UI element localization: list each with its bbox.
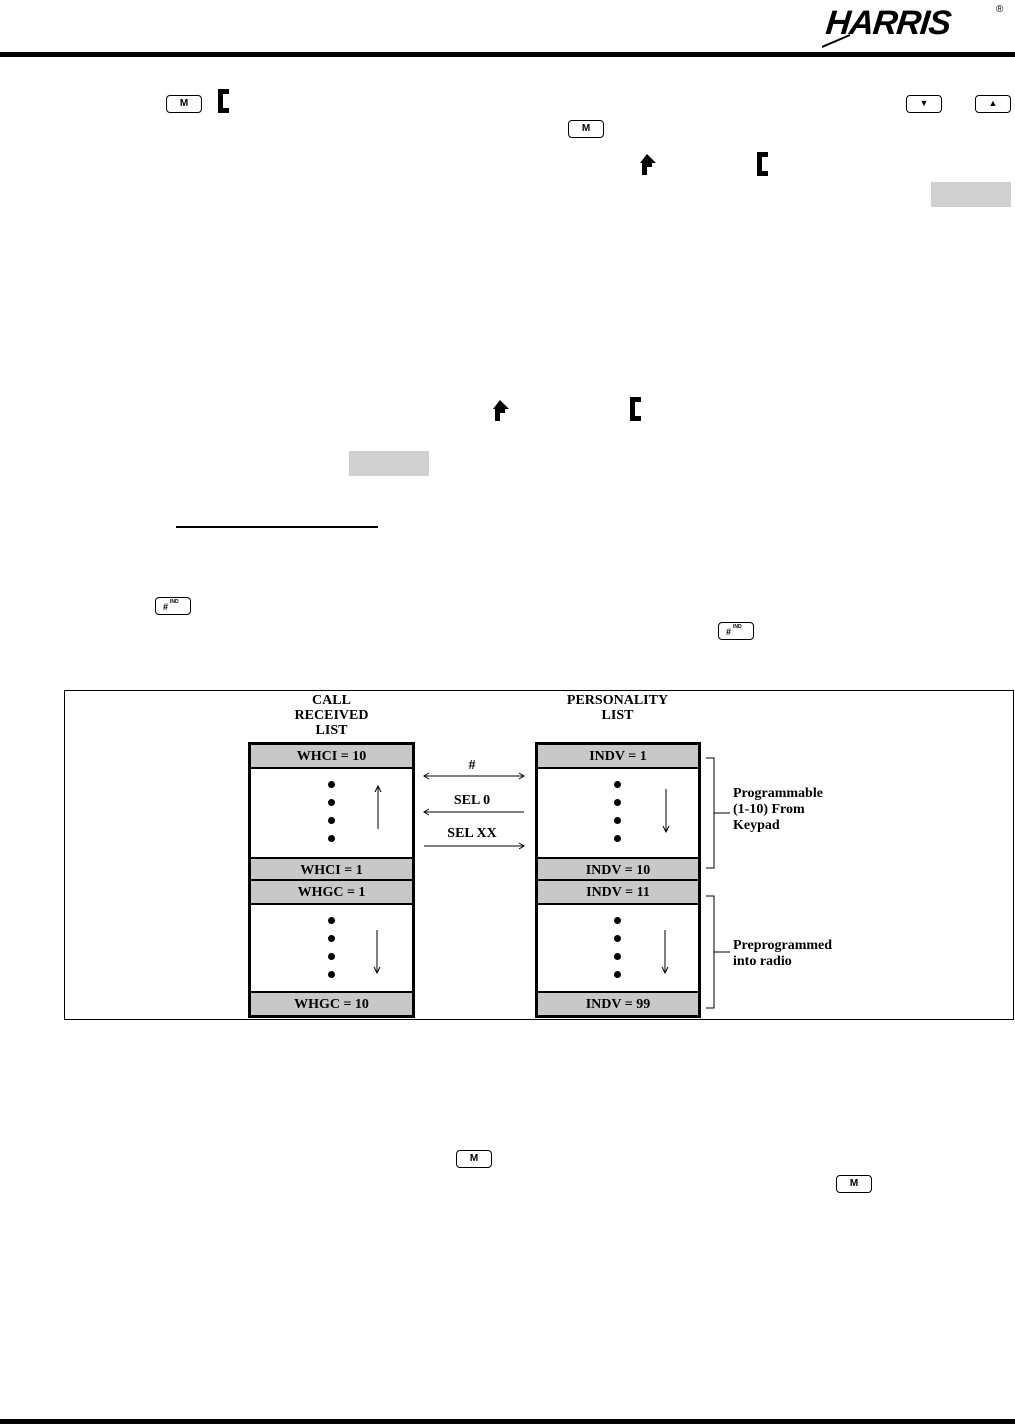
- ellipsis-dot: [614, 953, 621, 960]
- display-up-arrow-icon: [491, 395, 511, 423]
- heading-underline: [176, 526, 378, 528]
- down-arrow-icon: [662, 787, 670, 833]
- display-c-icon: [216, 87, 232, 115]
- display-c-icon: [628, 395, 644, 423]
- ellipsis-dot: [328, 935, 335, 942]
- ellipsis-dot: [328, 799, 335, 806]
- left-arrow-icon: [422, 807, 526, 817]
- list-row: INDV = 11: [538, 881, 698, 905]
- menu-key-icon: M: [836, 1175, 872, 1193]
- ellipsis-dot: [328, 835, 335, 842]
- list-row: WHCI = 1: [251, 857, 412, 881]
- double-arrow-icon: [422, 771, 526, 781]
- ellipsis-dot: [328, 781, 335, 788]
- down-arrow-icon: [661, 928, 669, 974]
- footer-rule: [0, 1419, 1015, 1424]
- ellipsis-dot: [328, 953, 335, 960]
- programmable-label: Programmable (1-10) From Keypad: [733, 786, 823, 833]
- preprogrammed-label: Preprogrammed into radio: [733, 938, 833, 969]
- list-row: INDV = 10: [538, 857, 698, 881]
- menu-key-icon: M: [166, 95, 202, 113]
- ellipsis-dot: [614, 835, 621, 842]
- header-rule: [0, 52, 1015, 57]
- ellipsis-dot: [614, 817, 621, 824]
- left-list-title: CALL RECEIVED LIST: [294, 693, 369, 738]
- hash-ind-key-icon: # $^{IND}$: [718, 622, 754, 640]
- list-row: INDV = 99: [538, 991, 698, 1015]
- list-row: WHGC = 1: [251, 881, 412, 905]
- right-list-title: PERSONALITY LIST: [566, 693, 669, 723]
- ellipsis-dot: [614, 935, 621, 942]
- connector-label-hash: #: [468, 758, 476, 773]
- logo-registered-mark: ®: [996, 4, 1004, 15]
- highlight-box: [349, 451, 429, 476]
- down-arrow-icon: [373, 928, 381, 974]
- right-arrow-icon: [422, 841, 526, 851]
- hash-ind-key-icon: # $^{IND}$: [155, 597, 191, 615]
- ellipsis-dot: [614, 917, 621, 924]
- ellipsis-dot: [328, 817, 335, 824]
- personality-list: [535, 742, 701, 1018]
- bracket-preprogrammed: [704, 894, 734, 1012]
- down-arrow-key-icon: ▼: [906, 95, 942, 113]
- display-up-arrow-icon: [638, 149, 658, 177]
- ellipsis-dot: [328, 917, 335, 924]
- ellipsis-dot: [614, 971, 621, 978]
- call-received-list: [248, 742, 415, 1018]
- up-arrow-icon: [374, 785, 382, 831]
- list-row: WHCI = 10: [251, 745, 412, 769]
- display-c-icon: [755, 150, 771, 178]
- ellipsis-dot: [614, 799, 621, 806]
- list-row: INDV = 1: [538, 745, 698, 769]
- ellipsis-dot: [328, 971, 335, 978]
- logo-text: HARRIS: [824, 4, 953, 42]
- connector-label-sel0: SEL 0: [453, 793, 491, 808]
- menu-key-icon: M: [568, 120, 604, 138]
- connector-label-selxx: SEL XX: [447, 826, 497, 841]
- highlight-box: [931, 182, 1011, 207]
- menu-key-icon: M: [456, 1150, 492, 1168]
- ellipsis-dot: [614, 781, 621, 788]
- list-row: WHGC = 10: [251, 991, 412, 1015]
- bracket-programmable: [704, 756, 734, 872]
- logo-swoosh-icon: [822, 34, 852, 48]
- up-arrow-key-icon: ▲: [975, 95, 1011, 113]
